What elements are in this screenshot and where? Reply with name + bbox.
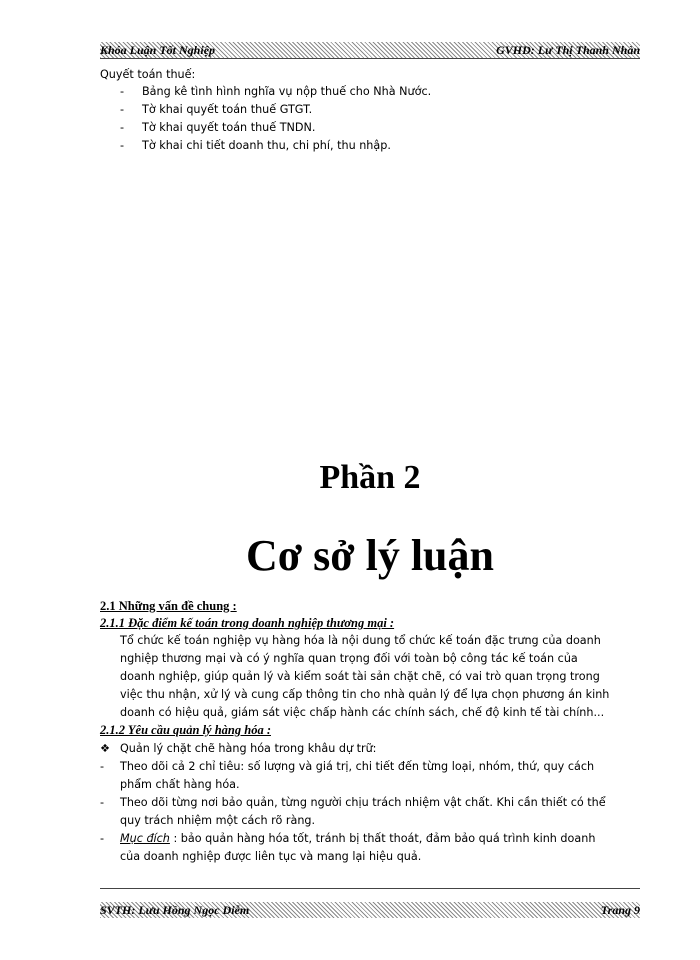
- header-left-text: Khóa Luận Tốt Nghiệp: [100, 43, 216, 57]
- dash-icon: -: [120, 85, 125, 98]
- paragraph-line: doanh có hiệu quả, giám sát việc chấp hành các chính sách, chế độ kinh tế tài chính...: [120, 706, 605, 719]
- dash-icon: -: [100, 796, 105, 809]
- page-number: Trang 9: [600, 903, 640, 917]
- paragraph-line: nghiệp thương mại và có ý nghĩa quan trọng đối với toàn bộ công tác kế toán của: [120, 652, 578, 665]
- part-title: Cơ sở lý luận: [245, 531, 494, 580]
- purpose-label: Mục đích: [120, 832, 170, 845]
- subsection-heading-1: [100, 615, 394, 632]
- page-footer: [100, 902, 640, 918]
- list-item-line: quy trách nhiệm một cách rõ ràng.: [120, 814, 316, 827]
- footer-left-text: SVTH: Lưu Hồng Ngọc Diễm: [100, 903, 250, 917]
- section-heading: 2.1 Những vấn đề chung :: [100, 599, 237, 613]
- subsection-heading-2: [100, 722, 271, 739]
- footer-rule: [100, 888, 640, 889]
- paragraph-line: doanh nghiệp, giúp quản lý và kiểm soát tài sản chặt chẽ, có vai trò quan trọng trong: [120, 670, 600, 683]
- subsection-heading-2-text: 2.1.2 Yêu cầu quản lý hàng hóa :: [100, 723, 271, 737]
- list-item-line: phẩm chất hàng hóa.: [120, 778, 240, 791]
- intro-title: Quyết toán thuế:: [100, 68, 196, 81]
- purpose-text: : bảo quản hàng hóa tốt, tránh bị thất thoát, đảm bảo quá trình kinh doanh: [169, 832, 596, 845]
- dash-icon: -: [100, 760, 105, 773]
- list-item-line: Theo dõi cả 2 chỉ tiêu: số lượng và giá trị, chi tiết đến từng loại, nhóm, thứ, quy cách: [120, 760, 595, 773]
- list-item-line: [120, 830, 595, 847]
- intro-item: Tờ khai chi tiết doanh thu, chi phí, thu nhập.: [142, 139, 391, 152]
- dash-icon: -: [120, 139, 125, 152]
- dash-icon: -: [120, 103, 125, 116]
- intro-item: Tờ khai quyết toán thuế GTGT.: [142, 103, 313, 116]
- paragraph-line: Tổ chức kế toán nghiệp vụ hàng hóa là nội dung tổ chức kế toán đặc trưng của doanh: [120, 634, 601, 647]
- list-item-line: của doanh nghiệp được liên tục và mang lại hiệu quả.: [120, 850, 422, 863]
- bullet-text: Quản lý chặt chẽ hàng hóa trong khâu dự trữ:: [120, 742, 377, 755]
- diamond-bullet-icon: ❖: [100, 742, 111, 755]
- intro-item: Bảng kê tình hình nghĩa vụ nộp thuế cho Nhà Nước.: [142, 85, 432, 98]
- intro-item: Tờ khai quyết toán thuế TNDN.: [142, 121, 316, 134]
- page-header: [100, 42, 640, 58]
- part-label: Phần 2: [319, 459, 421, 496]
- dash-icon: -: [120, 121, 125, 134]
- dash-icon: -: [100, 832, 105, 845]
- paragraph-line: việc thu nhận, xử lý và cung cấp thông tin cho nhà quản lý để lựa chọn phương án kinh: [120, 688, 610, 701]
- header-right-text: GVHD: Lư Thị Thanh Nhàn: [496, 43, 640, 57]
- list-item-line: Theo dõi từng nơi bảo quản, từng người chịu trách nhiệm vật chất. Khi cần thiết có thể: [120, 796, 606, 809]
- subsection-heading-1-text: 2.1.1 Đặc điểm kế toán trong doanh nghiệp thương mại :: [100, 616, 395, 630]
- header-rule: [100, 58, 640, 59]
